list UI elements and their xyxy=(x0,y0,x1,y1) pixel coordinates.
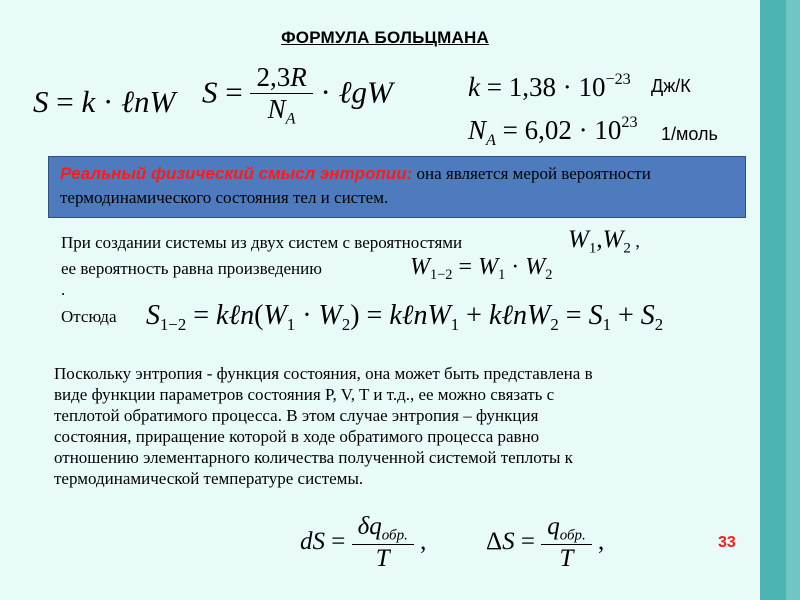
paragraph-line: Поскольку энтропия - функция состояния, она может быть представлена в xyxy=(54,364,593,383)
boltzmann-constant: $k = 1,38 \cdot 10^{-23}$ xyxy=(468,70,631,103)
paragraph-line: виде функции параметров состояния P, V, T и т.д., ее можно связать с xyxy=(54,385,555,404)
para1-dot: . xyxy=(61,280,66,299)
definition-line1: она является мерой вероятности xyxy=(412,164,651,183)
para1-line3: Отсюда xyxy=(61,307,117,326)
entropy-additivity-formula: $S_{1-2}$ = $k\ell n(W_1 \cdot W_2)$ = kℓnW$_1$ + kℓnW$_2$ = $S_1 + S_2$ xyxy=(146,300,664,334)
right-decor-stripe-inner xyxy=(786,0,800,600)
para1-line1: При создании системы из двух систем с вероятностями xyxy=(61,233,463,252)
boltzmann-formula-lg: S = $\frac{2,3R}{N_A}$ · ℓgW xyxy=(202,62,393,128)
avogadro-constant: $N_A = 6,02 \cdot 10^{23}$ xyxy=(468,113,638,149)
slide-title: ФОРМУЛА БОЛЬЦМАНА xyxy=(281,28,489,47)
k-unit: Дж/К xyxy=(651,76,691,96)
definition-label: Реальный физический смысл энтропии: xyxy=(60,164,413,183)
paragraph-line: теплотой обратимого процесса. В этом случае энтропия – функция xyxy=(54,406,539,425)
delta-s-formula: ΔS = $\frac{q_{обр.}}{T}$ , xyxy=(486,513,605,573)
paragraph-line: термодинамической температуре системы. xyxy=(54,469,364,488)
formula-w12: $W_{1-2} = W_1 \cdot W_2$ xyxy=(410,254,553,284)
paragraph-line: отношению элементарного количества полученной системой теплоты к xyxy=(54,448,573,467)
ds-formula: dS = $\frac{\delta q_{обр.}}{T}$ , xyxy=(300,513,427,573)
page-number: 33 xyxy=(718,534,736,551)
definition-line2: термодинамического состояния тел и систем. xyxy=(60,188,389,207)
paragraph-line: состояния, приращение которой в ходе обратимого процесса равно xyxy=(54,427,540,446)
para1-line2: ее вероятность равна произведению xyxy=(61,259,322,278)
formula-w1w2: $W_1,W_2$ , xyxy=(568,226,640,257)
boltzmann-formula: S = k · ℓnW xyxy=(33,84,176,119)
entropy-paragraph xyxy=(54,363,734,489)
definition-text xyxy=(60,162,740,210)
na-unit: 1/моль xyxy=(661,124,718,144)
